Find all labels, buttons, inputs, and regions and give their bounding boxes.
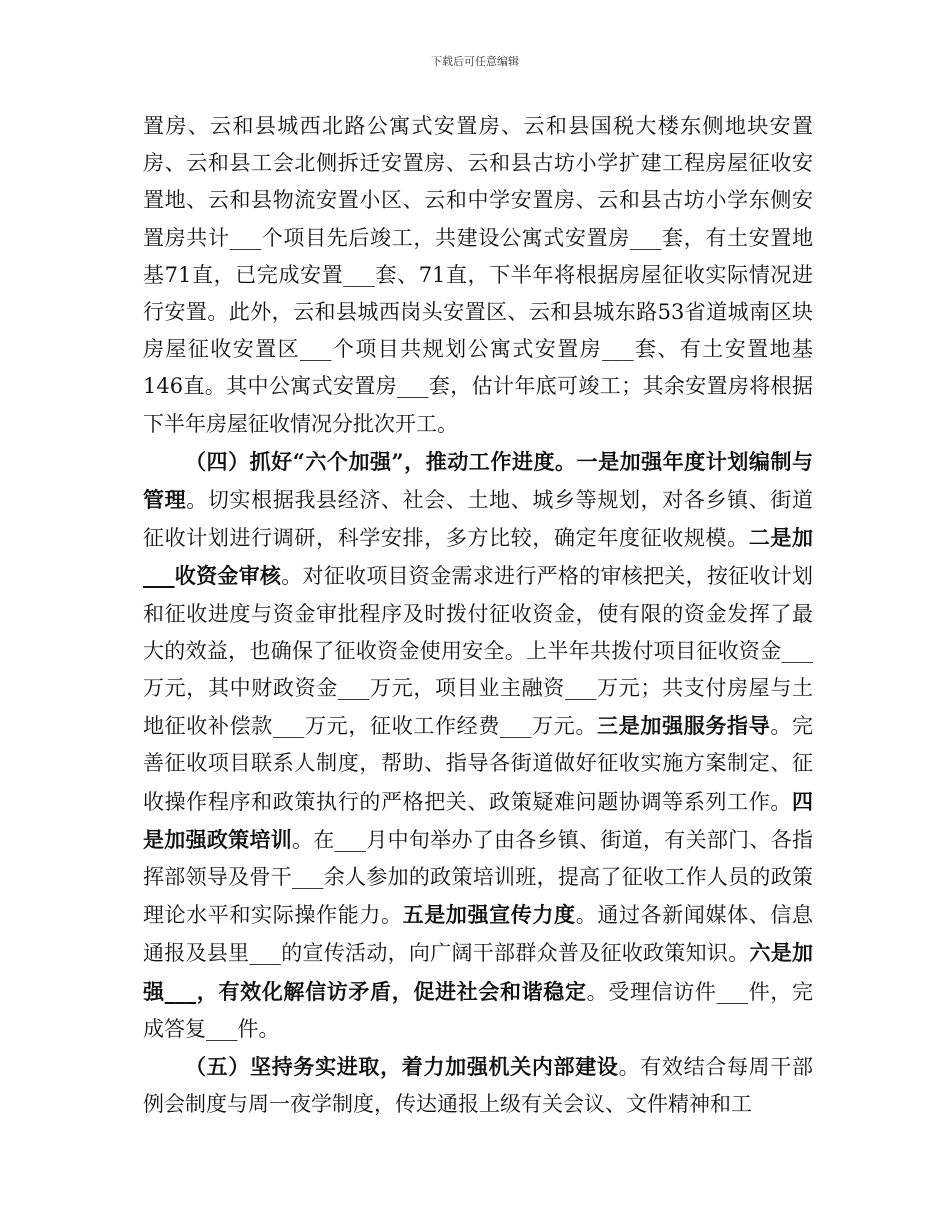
text-petitions: 。受理信访件___件，完成答复___件。 [143,979,814,1041]
text-fund-review: 。对征收项目资金需求进行严格的审核把关，按征收计划和征收进度与资金审批程序及时拨付征收资金，使有限的资金发挥了最大的效益，也确保了征收资金使用安全。上半年共拨付项目征收资金___万元，其中财政资金___万元，项目业主融资___万元；共支付房屋与土地征收补偿款___万元，征收工作经费___万元。 [143,564,814,739]
text-plan-management: 。切实根据我县经济、社会、土地、城乡等规划，对各乡镇、街道征收计划进行调研，科学安排，多方比较，确定年度征收规模。 [143,488,814,551]
heading-policy-training: 四是加强政策培训 [143,788,813,852]
text-internal-building: 。有效结合每周干部例会制度与周一夜学制度，传达通报上级有关会议、文件精神和工 [143,1055,814,1117]
heading-publicity: 五是加强宣传力度 [402,902,576,928]
text-service-guidance: 。完善征收项目联系人制度，帮助、指导各街道做好征收实施方案制定、征收操作程序和政策执行的严格把关、政策疑难问题协调等系列工作。 [143,714,814,814]
heading-petitions: 六是加强___，有效化解信访矛盾，促进社会和谐稳定 [143,940,814,1004]
paragraph-resettlement: 置房、云和县城西北路公寓式安置房、云和县国税大楼东侧地块安置房、云和县工会北侧拆迁安置房、云和县古坊小学扩建工程房屋征收安置地、云和县物流安置小区、云和中学安置房、云和县古坊小学东侧安置房共计___个项目先后竣工，共建设公寓式安置房___套，有土安置地基71直，已完成安置___套、71直，下半年将根据房屋征收实际情况进行安置。此外，云和县城西岗头安置区、云和县城东路53省道城南区块房屋征收安置区___个项目共规划公寓式安置房___套、有土安置地基146直。其中公寓式安置房___套，估计年底可竣工；其余安置房将根据下半年房屋征收情况分批次开工。 [143,114,813,436]
heading-service-guidance: 三是加强服务指导 [597,713,771,739]
document-body [143,108,813,1123]
text-publicity: 。通过各新闻媒体、信息通报及县里___的宣传活动，向广阔干部群众普及征收政策知识。 [143,903,814,966]
paragraph-six-strengthenings [143,443,813,1048]
heading-section-five: （五）坚持务实进取，着力加强机关内部建设 [185,1054,619,1080]
paragraph-internal-building [143,1048,813,1123]
heading-fund-review: 二是加___收资金审核 [143,525,814,589]
page-header-note: 下载后可任意编辑 [431,55,519,68]
heading-section-four: （四）抓好“六个加强”，推动工作进度。一是加强年度计划编制与管理 [143,448,813,513]
text-policy-training: 。在___月中旬举办了由各乡镇、街道，有关部门、各指挥部领导及骨干___余人参加的政策培训班，提高了征收工作人员的政策理论水平和实际操作能力。 [143,827,813,928]
